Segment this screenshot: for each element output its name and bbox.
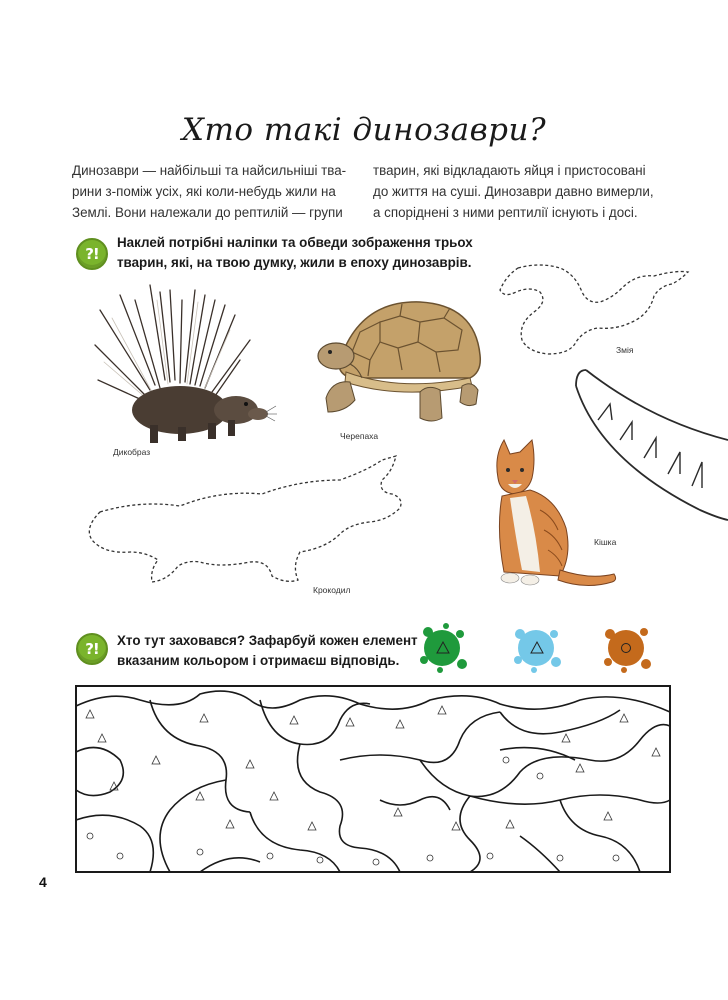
task-line: вказаним кольором і отримаєш відповідь. <box>117 653 400 668</box>
intro-line: тварин, які відкладають яйця і пристосовані <box>373 163 646 178</box>
color-by-symbol-puzzle[interactable] <box>76 686 670 872</box>
snake-dashed-outline[interactable] <box>500 265 688 354</box>
caption-porcupine: Дикобраз <box>113 447 151 457</box>
question-badge-label: ?! <box>85 245 99 263</box>
caption-cat: Кішка <box>594 537 617 547</box>
porcupine-illustration[interactable] <box>95 285 277 443</box>
task-line: тварин, які, на твою думку, жили в епоху динозаврів. <box>117 255 472 270</box>
task-line: Наклей потрібні наліпки та обведи зображення трьох <box>117 235 473 250</box>
page-number: 4 <box>39 874 47 890</box>
question-badge-icon <box>76 633 108 665</box>
intro-line: рини з-поміж усіх, які коли-небудь жили на <box>72 184 336 199</box>
cat-illustration[interactable] <box>497 440 616 586</box>
task-2-instructions <box>117 631 418 671</box>
intro-line: Динозаври — найбільші та найсильніші тва- <box>72 163 347 178</box>
intro-line: до життя на суші. Динозаври давно вимерли, <box>373 184 654 199</box>
crocodile-dashed-outline[interactable] <box>89 456 401 582</box>
task-line: Хто тут заховався? Зафарбуй кожен елемент <box>117 633 418 648</box>
question-badge-label: ?! <box>85 640 99 658</box>
caption-snake: Змія <box>616 345 634 355</box>
caption-crocodile: Крокодил <box>313 585 351 595</box>
dinosaur-neck-illustration[interactable] <box>576 370 728 520</box>
turtle-illustration[interactable] <box>318 302 480 421</box>
caption-turtle: Черепаха <box>340 431 379 441</box>
intro-line: а споріднені з ними рептилії існують і досі. <box>373 205 638 220</box>
green-paint-splat <box>420 623 467 673</box>
orange-brown-paint-splat <box>604 628 651 673</box>
light-blue-paint-splat <box>514 629 561 673</box>
intro-line: Землі. Вони належали до рептилій — групи <box>72 205 343 220</box>
page-title: Хто такі динозаври? <box>181 112 547 148</box>
